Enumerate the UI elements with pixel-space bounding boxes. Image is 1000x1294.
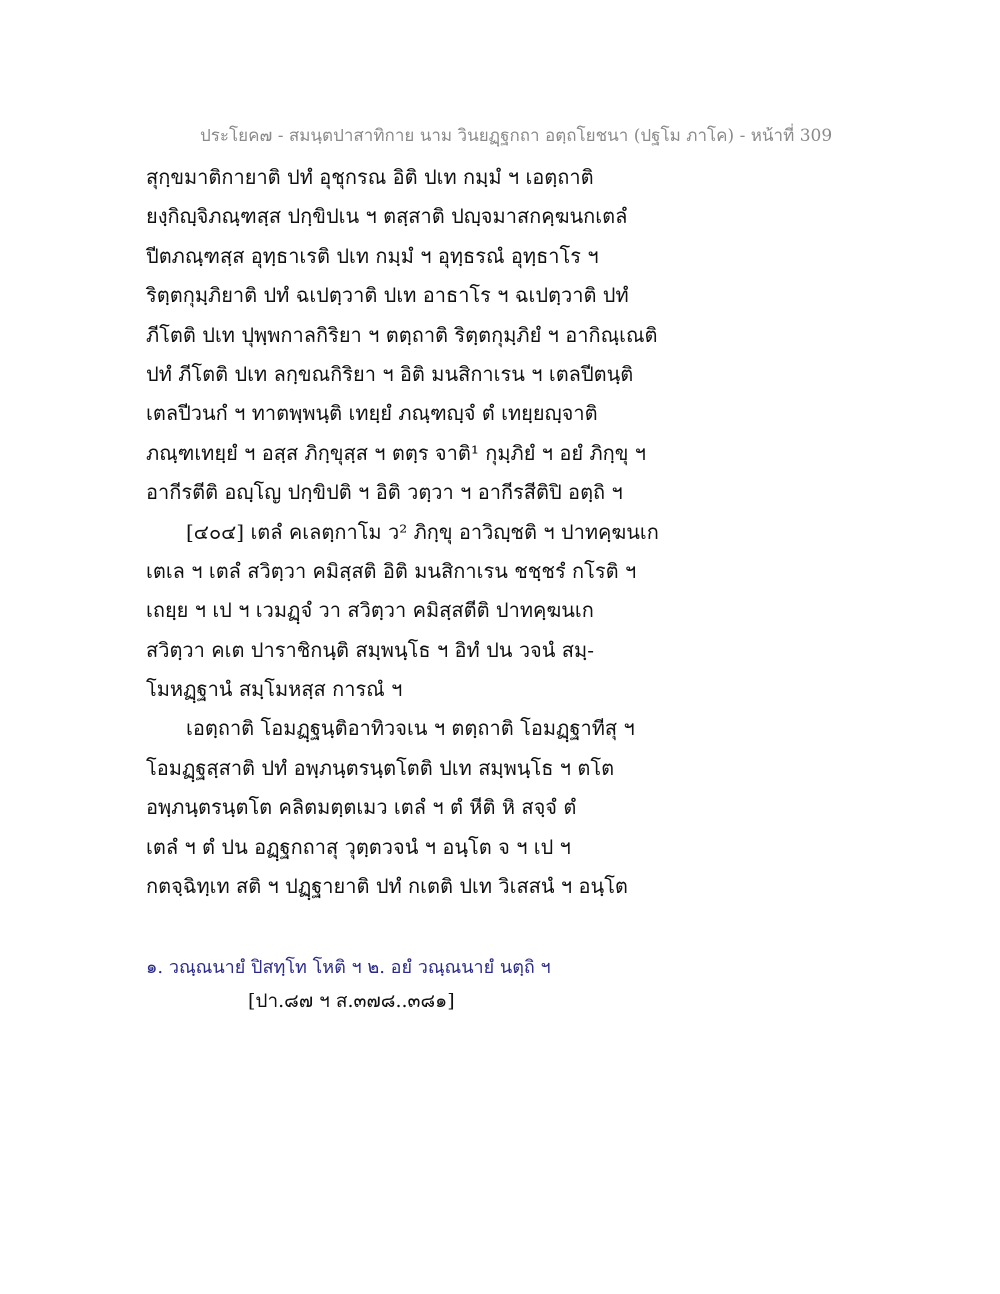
text-line: เตลํ ฯ ตํ ปน อฏฺฐกถาสุ วุตฺตวจนํ ฯ อนฺโต จ ฯ เป ฯ [146,834,571,859]
text-line: ริตฺตกุมฺภิยาติ ปทํ ฉเปตฺวาติ ปเท อาธาโร ฯ ฉเปตฺวาติ ปทํ [146,283,629,308]
text-line: โอมฏฺฐสฺสาติ ปทํ อพฺภนฺตรนฺตโตติ ปเท สมฺพนฺโธ ฯ ตโต [146,755,615,780]
text-line: ปทํ ภีโตติ ปเท ลกฺขณกิริยา ฯ อิติ มนสิกาเรน ฯ เตลปีตนฺติ [146,361,634,386]
paragraph-start-line: [๔๐๔] เตลํ คเลตฺกาโม ว² ภิกฺขุ อาวิญฺชติ ฯ ปาทคฺฆนเก [186,519,659,544]
text-line: อพฺภนฺตรนฺตโต คลิตมตฺตเมว เตลํ ฯ ตํ หีติ หิ สจฺจํ ตํ [146,795,577,820]
paragraph-start-line: เอตฺถาติ โอมฏฺฐนฺติอาทิวจเน ฯ ตตฺถาติ โอมฏฺฐาทีสุ ฯ [186,716,635,741]
text-line: เตลปีวนกํ ฯ ทาตพฺพนฺติ เทยฺยํ ภณฺฑญฺจํ ตํ เทยฺยญฺจาติ [146,401,598,426]
text-line: ปีตภณฺฑสฺส อุทฺธาเรติ ปเท กมฺมํ ฯ อุทฺธรณํ อุทฺธาโร ฯ [146,243,599,268]
text-line: สวิตฺวา คเต ปาราชิกนฺติ สมฺพนฺโธ ฯ อิทํ ปน วจนํ สมฺ- [146,637,594,662]
text-line: สุกฺขมาติกายาติ ปทํ อุชุกรณ อิติ ปเท กมฺมํ ฯ เอตฺถาติ [146,165,594,189]
page-header: ประโยค๗ - สมนฺตปาสาทิกาย นาม วินยฏฺฐกถา อตฺถโยชนา (ปฐโม ภาโค) - หน้าที่ 309 [200,126,833,146]
text-line: โมหฏฺฐานํ สมฺโมหสฺส การณํ ฯ [146,677,403,702]
main-text [146,158,966,906]
text-line: เตเล ฯ เตลํ สวิตฺวา คมิสฺสติ อิติ มนสิกาเรน ชชฺชรํ กโรติ ฯ [146,558,637,583]
text-line: ภณฺฑเทยฺยํ ฯ อสฺส ภิกฺขุสฺส ฯ ตตฺร จาติ¹ กุมฺภิยํ ฯ อยํ ภิกฺขุ ฯ [146,440,647,465]
footnotes: ๑. วณฺณนายํ ปิสทฺโท โหติ ฯ ๒. อยํ วณฺณนายํ นตฺถิ ฯ [146,957,551,978]
text-line: ภีโตติ ปเท ปุพฺพกาลกิริยา ฯ ตตฺถาติ ริตฺตกุมฺภิยํ ฯ อากิณฺเณติ [146,322,658,347]
text-line: เถยฺย ฯ เป ฯ เวมฏฺจํ วา สวิตฺวา คมิสฺสตีติ ปาทคฺฆนเก [146,598,594,623]
text-line: ยงฺกิญฺจิภณฺฑสฺส ปกฺขิปเน ฯ ตสฺสาติ ปญฺจมาสกคฺฆนกเตลํ [146,204,628,229]
text-line: อากีรตีติ อญฺโญ ปกฺขิปติ ฯ อิติ วตฺวา ฯ อากีรสีติปิ อตฺถิ ฯ [146,480,623,505]
text-line: กตจฺฉิทฺเท สติ ฯ ปฏฺฐายาติ ปทํ กเตติ ปเท วิเสสนํ ฯ อนฺโต [146,874,628,899]
page-reference: [ปา.๘๗ ฯ ส.๓๗๘..๓๘๑] [248,990,455,1012]
